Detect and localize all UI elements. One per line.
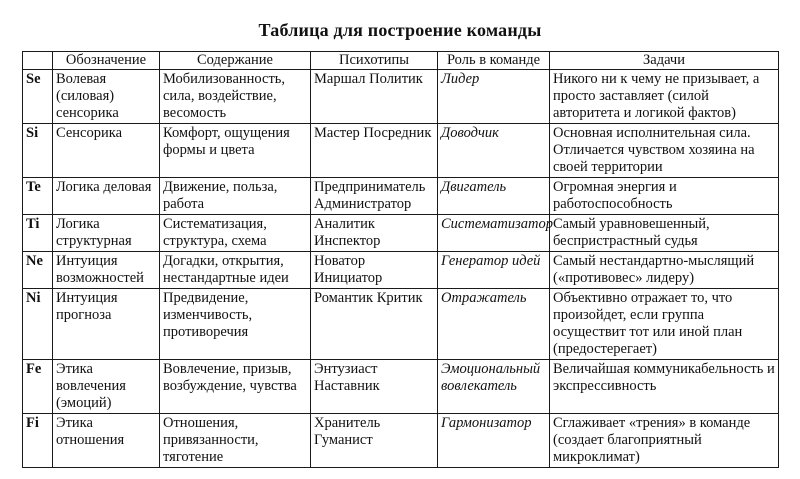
team-building-table xyxy=(22,51,779,468)
row-code: Ni xyxy=(23,289,53,360)
row-psychotypes: Маршал Политик xyxy=(311,70,438,124)
row-psychotypes: Новатор Инициатор xyxy=(311,252,438,289)
row-code: Te xyxy=(23,178,53,215)
row-content: Движение, польза, работа xyxy=(160,178,311,215)
table-row xyxy=(23,289,779,360)
row-designation: Сенсорика xyxy=(53,124,160,178)
row-role: Отражатель xyxy=(438,289,550,360)
row-task: Огромная энергия и работоспособность xyxy=(550,178,779,215)
row-role: Гармонизатор xyxy=(438,414,550,468)
row-designation: Логика структурная xyxy=(53,215,160,252)
table-title: Таблица для построение команды xyxy=(258,20,542,40)
row-role: Систематизатор xyxy=(438,215,550,252)
header-psychotypes: Психотипы xyxy=(311,52,438,70)
row-content: Отношения, привязанности, тяготение xyxy=(160,414,311,468)
row-content: Догадки, открытия, нестандартные идеи xyxy=(160,252,311,289)
row-role: Двигатель xyxy=(438,178,550,215)
row-code: Fe xyxy=(23,360,53,414)
row-task: Самый уравновешенный, беспристрастный судья xyxy=(550,215,779,252)
header-tasks: Задачи xyxy=(550,52,779,70)
header-code xyxy=(23,52,53,70)
row-psychotypes: Аналитик Инспектор xyxy=(311,215,438,252)
header-designation: Обозначение xyxy=(53,52,160,70)
row-task: Никого ни к чему не призывает, а просто заставляет (силой авторитета и логикой фактов) xyxy=(550,70,779,124)
row-designation: Этика вовлечения (эмоций) xyxy=(53,360,160,414)
row-psychotypes: Романтик Критик xyxy=(311,289,438,360)
row-code: Fi xyxy=(23,414,53,468)
row-designation: Интуиция возможностей xyxy=(53,252,160,289)
row-code: Ti xyxy=(23,215,53,252)
row-task: Сглаживает «трения» в команде (создает благоприятный микроклимат) xyxy=(550,414,779,468)
row-role: Эмоциональный вовлекатель xyxy=(438,360,550,414)
row-task: Самый нестандартно-мыслящий («противовес» лидеру) xyxy=(550,252,779,289)
row-code: Se xyxy=(23,70,53,124)
table-row xyxy=(23,124,779,178)
row-task: Величайшая коммуникабельность и экспрессивность xyxy=(550,360,779,414)
row-psychotypes: Хранитель Гуманист xyxy=(311,414,438,468)
row-role: Доводчик xyxy=(438,124,550,178)
table-row xyxy=(23,252,779,289)
row-content: Комфорт, ощущения формы и цвета xyxy=(160,124,311,178)
header-row xyxy=(23,52,779,70)
row-role: Генератор идей xyxy=(438,252,550,289)
row-content: Мобилизованность, сила, воздействие, весомость xyxy=(160,70,311,124)
row-psychotypes: Предприниматель Администратор xyxy=(311,178,438,215)
table-row xyxy=(23,360,779,414)
row-code: Ne xyxy=(23,252,53,289)
header-team-role: Роль в команде xyxy=(438,52,550,70)
row-designation: Волевая (силовая) сенсорика xyxy=(53,70,160,124)
row-role: Лидер xyxy=(438,70,550,124)
row-designation: Интуиция прогноза xyxy=(53,289,160,360)
row-psychotypes: Мастер Посредник xyxy=(311,124,438,178)
row-code: Si xyxy=(23,124,53,178)
row-content: Предвидение, изменчивость, противоречия xyxy=(160,289,311,360)
table-row xyxy=(23,178,779,215)
header-content: Содержание xyxy=(160,52,311,70)
row-designation: Логика деловая xyxy=(53,178,160,215)
row-task: Основная исполнительная сила. Отличается чувством хозяина на своей территории xyxy=(550,124,779,178)
row-psychotypes: Энтузиаст Наставник xyxy=(311,360,438,414)
row-content: Систематизация, структура, схема xyxy=(160,215,311,252)
table-row xyxy=(23,70,779,124)
row-designation: Этика отношения xyxy=(53,414,160,468)
table-row xyxy=(23,215,779,252)
row-content: Вовлечение, призыв, возбуждение, чувства xyxy=(160,360,311,414)
row-task: Объективно отражает то, что произойдет, если группа осуществит тот или иной план (предостерегает) xyxy=(550,289,779,360)
table-row xyxy=(23,414,779,468)
